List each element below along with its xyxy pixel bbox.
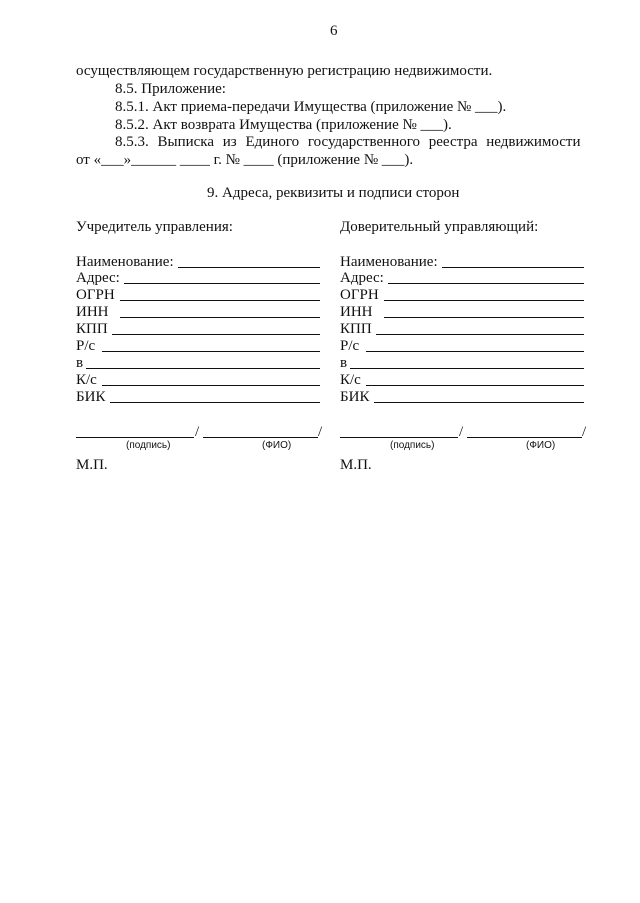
right-field-label: Р/с [340, 338, 360, 354]
right-field-blank-line [366, 385, 584, 386]
right-field-label: в [340, 355, 348, 371]
left-field-label: К/с [76, 372, 97, 388]
right-field-label: Наименование: [340, 254, 438, 270]
right-signature-line [340, 437, 458, 438]
left-field-label: ИНН [76, 304, 109, 320]
left-field-label: Адрес: [76, 270, 120, 286]
right-field-blank-line [376, 334, 584, 335]
left-sign-caption: (подпись) [126, 440, 171, 451]
left-signature-slash: / [195, 424, 200, 440]
right-field-blank-line [384, 300, 584, 301]
left-field-label: БИК [76, 389, 106, 405]
right-field-label: БИК [340, 389, 370, 405]
right-field-blank-line [388, 283, 584, 284]
left-field-blank-line [102, 351, 320, 352]
left-field-blank-line [110, 402, 320, 403]
left-party-title: Учредитель управления: [76, 219, 233, 235]
clause-8-5-1: 8.5.1. Акт приема-передачи Имущества (приложение № ___). [115, 99, 507, 115]
right-stamp: М.П. [340, 457, 372, 473]
left-field-label: Р/с [76, 338, 96, 354]
right-field-label: КПП [340, 321, 372, 337]
right-party-title: Доверительный управляющий: [340, 219, 539, 235]
section-9-title: 9. Адреса, реквизиты и подписи сторон [207, 185, 460, 201]
right-field-blank-line [366, 351, 584, 352]
page-number: 6 [330, 23, 338, 39]
left-name-slash: / [318, 424, 323, 440]
right-name-slash: / [582, 424, 587, 440]
right-sign-caption: (подпись) [390, 440, 435, 451]
left-field-blank-line [102, 385, 320, 386]
left-field-blank-line [124, 283, 320, 284]
left-field-blank-line [178, 267, 320, 268]
left-name-caption: (ФИО) [262, 440, 292, 451]
left-field-blank-line [120, 300, 320, 301]
left-field-label: ОГРН [76, 287, 115, 303]
left-field-blank-line [86, 368, 320, 369]
body-line-1: осуществляющем государственную регистрацию недвижимости. [76, 63, 493, 79]
clause-8-5: 8.5. Приложение: [115, 81, 226, 97]
left-field-label: Наименование: [76, 254, 174, 270]
right-field-label: К/с [340, 372, 361, 388]
right-field-label: ИНН [340, 304, 373, 320]
right-field-label: ОГРН [340, 287, 379, 303]
left-field-blank-line [120, 317, 320, 318]
left-field-label: КПП [76, 321, 108, 337]
left-signature-line [76, 437, 194, 438]
right-field-label: Адрес: [340, 270, 384, 286]
right-field-blank-line [350, 368, 584, 369]
clause-8-5-3-cont: от «___»______ ____ г. № ____ (приложение № ___). [76, 152, 414, 168]
left-field-blank-line [112, 334, 320, 335]
right-name-caption: (ФИО) [526, 440, 556, 451]
left-stamp: М.П. [76, 457, 108, 473]
right-field-blank-line [384, 317, 584, 318]
clause-8-5-2: 8.5.2. Акт возврата Имущества (приложение № ___). [115, 117, 452, 133]
right-name-line [467, 437, 582, 438]
clause-8-5-3: 8.5.3. Выписка из Единого государственного реестра недвижимости [115, 134, 581, 150]
right-field-blank-line [374, 402, 584, 403]
left-name-line [203, 437, 318, 438]
right-signature-slash: / [459, 424, 464, 440]
right-field-blank-line [442, 267, 584, 268]
left-field-label: в [76, 355, 84, 371]
